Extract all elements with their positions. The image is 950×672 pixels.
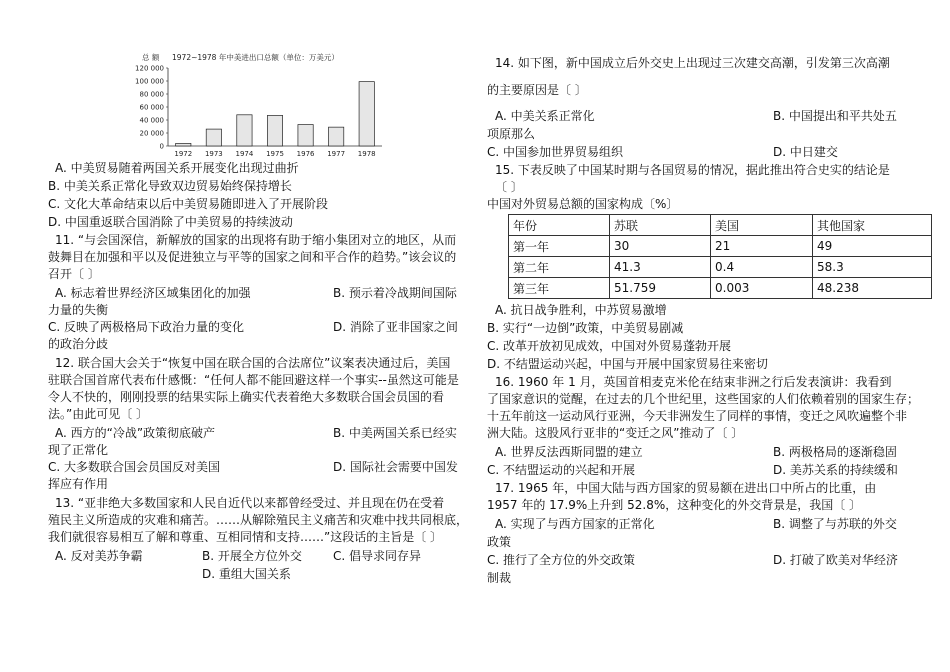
trade-bar-chart — [120, 48, 388, 160]
y-tick-label: 80 000 — [139, 90, 164, 99]
y-tick-label: 40 000 — [139, 116, 164, 125]
q13-option-a[interactable]: A. 反对美苏争霸 — [55, 549, 143, 563]
q15-option-b[interactable]: B. 实行“一边倒”政策，中美贸易剧减 — [487, 321, 684, 335]
q10-option-d[interactable]: D. 中国重返联合国消除了中美贸易的持续波动 — [48, 215, 293, 229]
table-cell: 30 — [610, 236, 711, 257]
x-tick-label: 1973 — [204, 150, 223, 158]
table-header-cell: 美国 — [711, 215, 813, 236]
table-row — [509, 278, 932, 299]
table-cell: 58.3 — [813, 257, 932, 278]
y-tick-label: 60 000 — [139, 103, 164, 112]
q15-option-d[interactable]: D. 不结盟运动兴起，中国与开展中国家贸易往来密切 — [487, 357, 768, 371]
q15-option-a[interactable]: A. 抗日战争胜利，中苏贸易激增 — [495, 303, 667, 317]
x-tick-label: 1972 — [174, 150, 193, 158]
q12-option-a[interactable]: A. 西方的“冷战”政策彻底破产 — [55, 426, 216, 440]
q15-table-caption: 中国对外贸易总额的国家构成〔%〕 — [487, 197, 679, 211]
q14-option-b[interactable]: B. 中国提出和平共处五 — [773, 109, 897, 123]
q14-option-c[interactable]: C. 中国参加世界贸易组织 — [487, 145, 624, 159]
bar-1973 — [206, 129, 221, 146]
q17-option-d[interactable]: D. 打破了欧美对华经济 — [773, 553, 898, 567]
q12-option-d-cont: 挥应有作用 — [48, 477, 109, 491]
q16-stem-line1: 16. 1960 年 1 月，英国首相麦克米伦在结束非洲之行后发表演讲：我看到 — [495, 375, 892, 389]
q13-option-b[interactable]: B. 开展全方位外交 — [202, 549, 302, 563]
q13-option-d[interactable]: D. 重组大国关系 — [202, 567, 291, 581]
x-axis-labels — [174, 150, 375, 158]
chart-ylabel: 总 额 — [142, 53, 160, 62]
y-axis — [135, 65, 168, 151]
q14-stem-line2: 的主要原因是〔 〕 — [487, 83, 587, 97]
q11-option-b-cont: 力量的失衡 — [48, 303, 109, 317]
bar-1975 — [267, 115, 282, 146]
bar-1972 — [176, 143, 191, 146]
q14-option-d[interactable]: D. 中日建交 — [773, 145, 838, 159]
x-tick-label: 1977 — [327, 150, 346, 158]
table-cell: 48.238 — [813, 278, 932, 299]
x-tick-label: 1978 — [357, 150, 376, 158]
table-header-cell: 苏联 — [610, 215, 711, 236]
bar-group — [176, 82, 375, 146]
q11-stem-line2: 鼓舞目在加强和平以及促进独立与平等的国家之间和平合作的趋势。”该会议的 — [48, 250, 457, 264]
q11-stem-line1: 11. “与会国深信，新解放的国家的出现将有助于缩小集团对立的地区，从而 — [55, 233, 457, 247]
q10-option-c[interactable]: C. 文化大革命结束以后中美贸易随即进入了开展阶段 — [48, 197, 329, 211]
x-tick-label: 1976 — [296, 150, 315, 158]
chart-title: 1972~1978 年中美进出口总额（单位：万美元） — [172, 53, 339, 62]
table-cell: 第一年 — [509, 236, 610, 257]
table-cell: 41.3 — [610, 257, 711, 278]
q13-stem-line1: 13. “亚非绝大多数国家和人民自近代以来都曾经受过、并且现在仍在受着 — [55, 496, 445, 510]
y-tick-label: 20 000 — [139, 129, 164, 138]
q17-option-d-cont: 制裁 — [487, 571, 512, 585]
q13-stem-line3: 我们就很容易相互了解和尊重、互相同情和支持……”这段话的主旨是〔 〕 — [48, 530, 443, 544]
q11-option-a[interactable]: A. 标志着世界经济区域集团化的加强 — [55, 286, 251, 300]
bar-1974 — [237, 115, 252, 146]
table-cell: 第三年 — [509, 278, 610, 299]
table-cell: 0.4 — [711, 257, 813, 278]
q12-stem-line3: 令人不快的，刚刚投票的结果实际上确实代表着绝大多数联合国会员国的看 — [48, 390, 445, 404]
q13-stem-line2: 殖民主义所造成的灾难和痛苦。……从解除殖民主义痛苦和灾难中找共同根底， — [48, 513, 469, 527]
table-header-cell: 年份 — [509, 215, 610, 236]
q17-option-b[interactable]: B. 调整了与苏联的外交 — [773, 517, 897, 531]
y-tick-label: 100 000 — [135, 77, 164, 86]
trade-composition-table — [508, 214, 932, 299]
q15-stem-line2: 〔 〕 — [495, 180, 523, 194]
q11-stem-line3: 召开〔 〕 — [48, 267, 100, 281]
q16-option-d[interactable]: D. 美苏关系的持续缓和 — [773, 463, 898, 477]
table-cell: 21 — [711, 236, 813, 257]
table-header-row — [509, 215, 932, 236]
q14-option-a[interactable]: A. 中美关系正常化 — [495, 109, 595, 123]
q11-option-c[interactable]: C. 反映了两极格局下政治力量的变化 — [48, 320, 245, 334]
q12-stem-line1: 12. 联合国大会关于“恢复中国在联合国的合法席位”议案表决通过后，美国 — [55, 356, 451, 370]
q13-option-c[interactable]: C. 倡导求同存异 — [333, 549, 422, 563]
x-tick-label: 1975 — [266, 150, 284, 158]
q14-option-b-cont: 项原那么 — [487, 127, 536, 141]
table-cell: 49 — [813, 236, 932, 257]
q17-option-c[interactable]: C. 推行了全方位的外交政策 — [487, 553, 636, 567]
q17-stem-line2: 1957 年的 17.9%上升到 52.8%，这种变化的外交背景是，我国〔 〕 — [487, 498, 862, 512]
q16-stem-line2: 了国家意识的觉醒，在过去的几个世纪里，这些国家的人们依赖着别的国家生存； — [487, 392, 920, 406]
x-tick-label: 1974 — [235, 150, 254, 158]
q17-stem-line1: 17. 1965 年，中国大陆与西方国家的贸易额在进出口中所占的比重，由 — [495, 481, 877, 495]
q12-stem-line2: 驻联合国首席代表布什感慨：“任何人都不能回避这样一个事实--虽然这可能是 — [48, 373, 459, 387]
q12-option-c[interactable]: C. 大多数联合国会员国反对美国 — [48, 460, 221, 474]
q11-option-b[interactable]: B. 预示着冷战期间国际 — [333, 286, 457, 300]
q17-option-a[interactable]: A. 实现了与西方国家的正常化 — [495, 517, 655, 531]
y-tick-label: 0 — [159, 142, 164, 151]
q15-stem-line1: 15. 下表反映了中国某时期与各国贸易的情况，据此推出符合史实的结论是 — [495, 163, 890, 177]
bar-1977 — [329, 127, 344, 146]
bar-1978 — [359, 82, 374, 146]
q12-option-b-cont: 现了正常化 — [48, 443, 109, 457]
q10-option-b[interactable]: B. 中美关系正常化导致双边贸易始终保持增长 — [48, 179, 292, 193]
q17-option-b-cont: 政策 — [487, 535, 512, 549]
q16-option-a[interactable]: A. 世界反法西斯同盟的建立 — [495, 445, 643, 459]
table-header-cell: 其他国家 — [813, 215, 932, 236]
q15-option-c[interactable]: C. 改革开放初见成效，中国对外贸易蓬勃开展 — [487, 339, 732, 353]
table-row — [509, 257, 932, 278]
q16-option-b[interactable]: B. 两极格局的逐渐稳固 — [773, 445, 897, 459]
y-tick-label: 120 000 — [135, 64, 164, 73]
table-cell: 0.003 — [711, 278, 813, 299]
q14-stem-line1: 14. 如下图，新中国成立后外交史上出现过三次建交高潮，引发第三次高潮 — [495, 56, 890, 70]
q10-option-a[interactable]: A. 中美贸易随着两国关系开展变化出现过曲折 — [55, 161, 299, 175]
q16-stem-line3: 十五年前这一运动风行亚洲，今天非洲发生了同样的事情，变迁之风吹遍整个非 — [487, 409, 908, 423]
q16-option-c[interactable]: C. 不结盟运动的兴起和开展 — [487, 463, 636, 477]
table-cell: 第二年 — [509, 257, 610, 278]
q12-option-b[interactable]: B. 中美两国关系已经实 — [333, 426, 457, 440]
q12-stem-line4: 法。”由此可见〔 〕 — [48, 407, 149, 421]
table-cell: 51.759 — [610, 278, 711, 299]
q11-option-d[interactable]: D. 消除了亚非国家之间 — [333, 320, 458, 334]
table-row — [509, 236, 932, 257]
bar-1976 — [298, 125, 313, 146]
q16-stem-line4: 洲大陆。这股风行亚非的“变迁之风”推动了〔 〕 — [487, 426, 744, 440]
q12-option-d[interactable]: D. 国际社会需要中国发 — [333, 460, 458, 474]
q11-option-d-cont: 的政治分歧 — [48, 337, 109, 351]
